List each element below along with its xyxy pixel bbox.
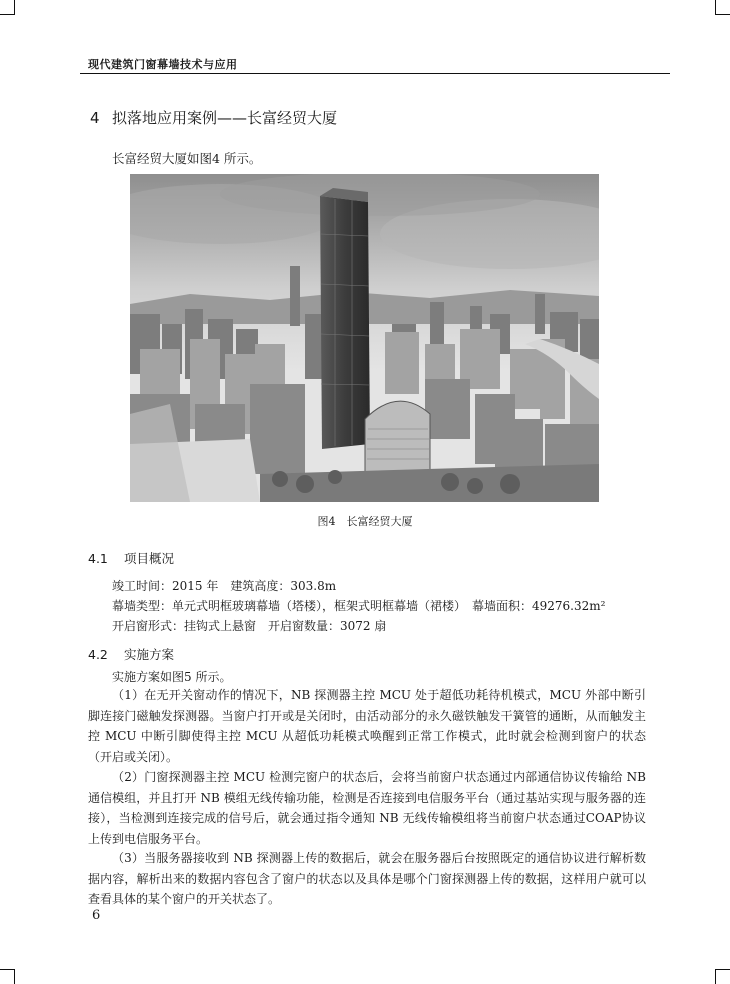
plan-intro: 实施方案如图5 所示。 xyxy=(112,670,232,684)
subsection-title: 实施方案 xyxy=(124,647,175,662)
subsection-title: 项目概况 xyxy=(124,551,175,566)
header-rule xyxy=(80,73,670,74)
section-title: 拟落地应用案例——长富经贸大厦 xyxy=(112,109,338,127)
page-number: 6 xyxy=(92,908,101,923)
crop-mark-bottom-left xyxy=(0,969,15,984)
info-line-completion-height: 竣工时间：2015 年 建筑高度：303.8m xyxy=(112,579,337,593)
section-number: 4 xyxy=(90,109,100,127)
figure-caption: 图4 长富经贸大厦 xyxy=(317,515,413,528)
info-line-window: 开启窗形式：挂钩式上悬窗 开启窗数量：3072 扇 xyxy=(112,619,387,633)
subsection-number: 4.2 xyxy=(88,647,108,662)
crop-mark-top-left xyxy=(0,0,15,15)
paragraph-3: （3）当服务器接收到 NB 探测器上传的数据后，就会在服务器后台按照既定的通信协议进行解析数据内容，解析出来的数据内容包含了窗户的状态以及具体是哪个门窗探测器上传的数据，这样用户就可以查看具体的某个窗户的开关状态了。 xyxy=(88,851,646,906)
building-photo xyxy=(130,174,599,502)
crop-mark-bottom-right xyxy=(715,969,730,984)
subsection-heading-4-1 xyxy=(88,549,174,567)
paragraph-2: （2）门窗探测器主控 MCU 检测完窗户的状态后，会将当前窗户状态通过内部通信协议传输给 NB 通信模组，并且打开 NB 模组无线传输功能，检测是否连接到电信服务平台（通过基站实现与服务器的连接），当检测到连接完成的信号后，就会通过指令通知 NB 无线传输模组将当前窗户状态通过COAP协议上传到电信服务平台。 xyxy=(88,770,646,846)
subsection-number: 4.1 xyxy=(88,551,108,566)
intro-paragraph: 长富经贸大厦如图4 所示。 xyxy=(112,151,262,166)
crop-mark-top-right xyxy=(715,0,730,15)
section-heading xyxy=(90,107,337,128)
paragraph-1: （1）在无开关窗动作的情况下，NB 探测器主控 MCU 处于超低功耗待机模式，MCU 外部中断引脚连接门磁触发探测器。当窗户打开或是关闭时，由活动部分的永久磁铁触发干簧管的通断，从而触发主控 MCU 中断引脚使得主控 MCU 从超低功耗模式唤醒到正常工作模式，此时就会检测到窗户的状态（开启或关闭）。 xyxy=(88,688,646,764)
info-line-curtain-wall: 幕墙类型：单元式明框玻璃幕墙（塔楼），框架式明框幕墙（裙楼） 幕墙面积：49276.32m² xyxy=(112,599,606,613)
subsection-heading-4-2 xyxy=(88,645,174,663)
running-head: 现代建筑门窗幕墙技术与应用 xyxy=(88,58,238,71)
